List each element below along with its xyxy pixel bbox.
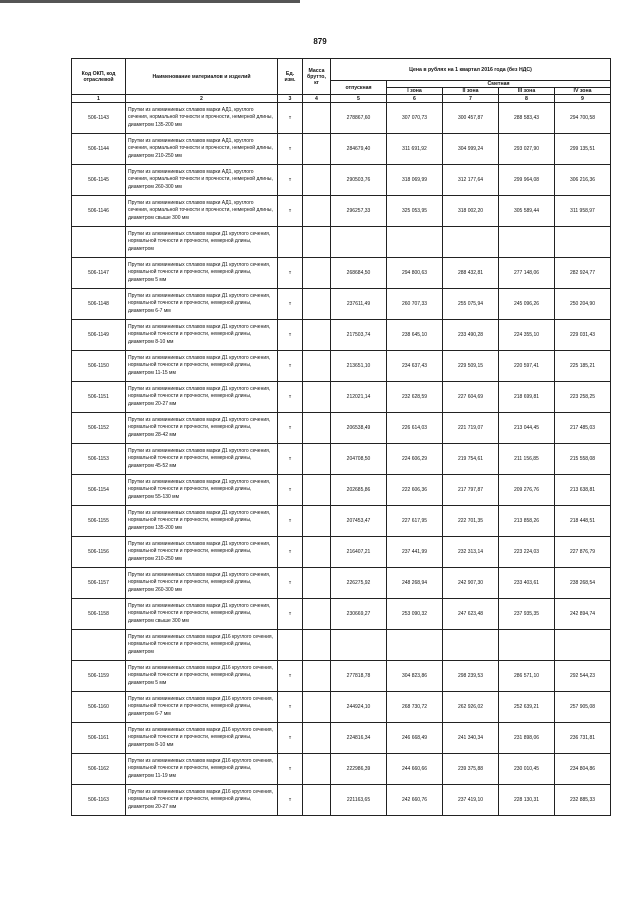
row-zone-1-price: 224 606,29 [387, 444, 443, 475]
row-zone-3-price: 220 597,41 [499, 351, 555, 382]
row-code: 506-1154 [72, 475, 126, 506]
row-unit: т [278, 537, 303, 568]
row-unit: т [278, 289, 303, 320]
row-code: 506-1148 [72, 289, 126, 320]
row-release-price: 224816,34 [331, 723, 387, 754]
row-code: 506-1152 [72, 413, 126, 444]
row-name: Прутки из алюминиевых сплавов марки Д16 круглого сечения, нормальной точности и прочности, немерной длины, диаметром 11-19 мм [126, 754, 278, 785]
row-zone-1-price: 234 637,43 [387, 351, 443, 382]
row-zone-2-price: 229 509,15 [443, 351, 499, 382]
row-unit: т [278, 382, 303, 413]
row-zone-3-price: 213 044,45 [499, 413, 555, 444]
row-unit: т [278, 351, 303, 382]
row-mass [303, 103, 331, 134]
row-zone-3-price: 228 130,31 [499, 785, 555, 816]
row-mass [303, 227, 331, 258]
table-row [72, 444, 611, 475]
table-row [72, 382, 611, 413]
row-release-price: 268684,50 [331, 258, 387, 289]
row-zone-2-price: 262 926,02 [443, 692, 499, 723]
row-unit [278, 227, 303, 258]
row-release-price: 206538,49 [331, 413, 387, 444]
row-zone-2-price: 221 719,07 [443, 413, 499, 444]
row-unit: т [278, 475, 303, 506]
row-zone-1-price: 311 691,92 [387, 134, 443, 165]
row-mass [303, 785, 331, 816]
row-zone-3-price: 252 639,21 [499, 692, 555, 723]
row-code: 506-1149 [72, 320, 126, 351]
row-zone-2-price: 247 623,48 [443, 599, 499, 630]
row-zone-3-price: 288 583,43 [499, 103, 555, 134]
row-zone-2-price: 241 340,34 [443, 723, 499, 754]
row-name: Прутки из алюминиевых сплавов марки АД1, круглого сечения, нормальной точности и прочности, немерной длины, диаметром 135-200 мм [126, 103, 278, 134]
col-number: 2 [126, 95, 278, 103]
row-zone-2-price: 232 313,14 [443, 537, 499, 568]
row-name: Прутки из алюминиевых сплавов марки Д1 круглого сечения, нормальной точности и прочности, немерной длины, диаметром 5 мм [126, 258, 278, 289]
price-table [71, 58, 611, 816]
row-code: 506-1147 [72, 258, 126, 289]
row-zone-1-price: 268 730,72 [387, 692, 443, 723]
row-zone-4-price [555, 227, 611, 258]
table-row [72, 289, 611, 320]
row-zone-2-price: 233 490,28 [443, 320, 499, 351]
row-zone-4-price: 234 804,86 [555, 754, 611, 785]
row-name: Прутки из алюминиевых сплавов марки Д16 круглого сечения, нормальной точности и прочности, немерной длины, диаметром 6-7 мм [126, 692, 278, 723]
row-zone-4-price: 292 544,23 [555, 661, 611, 692]
page-number: 879 [313, 37, 327, 46]
row-name: Прутки из алюминиевых сплавов марки Д1 круглого сечения, нормальной точности и прочности, немерной длины, диаметром 260-300 мм [126, 568, 278, 599]
row-zone-1-price: 226 614,03 [387, 413, 443, 444]
row-name: Прутки из алюминиевых сплавов марки Д1 круглого сечения, нормальной точности и прочности, немерной длины, диаметром [126, 227, 278, 258]
row-zone-3-price: 305 589,44 [499, 196, 555, 227]
header-zone-2: II зона [443, 88, 499, 95]
row-code: 506-1156 [72, 537, 126, 568]
row-release-price: 290503,76 [331, 165, 387, 196]
row-name: Прутки из алюминиевых сплавов марки АД1, круглого сечения, нормальной точности и прочности, немерной длины, диаметром 260-300 мм [126, 165, 278, 196]
row-mass [303, 258, 331, 289]
row-mass [303, 444, 331, 475]
row-mass [303, 506, 331, 537]
row-name: Прутки из алюминиевых сплавов марки Д16 круглого сечения, нормальной точности и прочности, немерной длины, диаметром [126, 630, 278, 661]
row-unit: т [278, 103, 303, 134]
row-zone-4-price: 242 894,74 [555, 599, 611, 630]
row-unit: т [278, 320, 303, 351]
row-zone-2-price: 217 797,87 [443, 475, 499, 506]
row-release-price: 212021,14 [331, 382, 387, 413]
row-zone-3-price: 231 898,06 [499, 723, 555, 754]
row-zone-3-price: 299 964,08 [499, 165, 555, 196]
header-release: отпускная [331, 81, 387, 95]
row-unit: т [278, 413, 303, 444]
row-zone-1-price: 304 823,86 [387, 661, 443, 692]
header-price-title: Цена в рублях на 1 квартал 2016 года (без НДС) [331, 59, 611, 81]
row-name: Прутки из алюминиевых сплавов марки Д1 круглого сечения, нормальной точности и прочности, немерной длины, диаметром 8-10 мм [126, 320, 278, 351]
row-name: Прутки из алюминиевых сплавов марки Д1 круглого сечения, нормальной точности и прочности, немерной длины, диаметром 45-52 мм [126, 444, 278, 475]
row-code: 506-1143 [72, 103, 126, 134]
row-zone-4-price: 294 700,58 [555, 103, 611, 134]
row-zone-3-price: 213 858,26 [499, 506, 555, 537]
row-mass [303, 413, 331, 444]
row-zone-2-price: 219 754,61 [443, 444, 499, 475]
table-row [72, 134, 611, 165]
col-number: 4 [303, 95, 331, 103]
col-number: 8 [499, 95, 555, 103]
row-zone-4-price: 223 258,25 [555, 382, 611, 413]
row-release-price: 217503,74 [331, 320, 387, 351]
header-name: Наименование материалов и изделий [126, 59, 278, 95]
table-row [72, 754, 611, 785]
row-release-price: 244924,10 [331, 692, 387, 723]
row-code: 506-1157 [72, 568, 126, 599]
row-unit [278, 630, 303, 661]
row-code: 506-1162 [72, 754, 126, 785]
row-mass [303, 568, 331, 599]
row-zone-3-price: 286 571,10 [499, 661, 555, 692]
row-zone-4-price: 232 885,33 [555, 785, 611, 816]
row-mass [303, 165, 331, 196]
table-row [72, 258, 611, 289]
row-zone-2-price: 298 239,53 [443, 661, 499, 692]
row-zone-1-price: 253 090,32 [387, 599, 443, 630]
table-row [72, 320, 611, 351]
table-row [72, 723, 611, 754]
row-zone-3-price: 209 276,76 [499, 475, 555, 506]
row-zone-2-price [443, 630, 499, 661]
row-zone-3-price: 277 148,06 [499, 258, 555, 289]
row-code: 506-1158 [72, 599, 126, 630]
row-zone-2-price: 242 907,30 [443, 568, 499, 599]
row-unit: т [278, 258, 303, 289]
row-zone-3-price: 223 224,03 [499, 537, 555, 568]
row-code: 506-1153 [72, 444, 126, 475]
row-release-price: 213651,10 [331, 351, 387, 382]
row-unit: т [278, 661, 303, 692]
header-code: Код ОКП, код отраслевой [72, 59, 126, 95]
row-zone-4-price [555, 630, 611, 661]
row-release-price: 296257,33 [331, 196, 387, 227]
row-release-price: 237611,49 [331, 289, 387, 320]
table-row [72, 475, 611, 506]
row-code: 506-1161 [72, 723, 126, 754]
row-name: Прутки из алюминиевых сплавов марки Д1 круглого сечения, нормальной точности и прочности, немерной длины, диаметром 20-27 мм [126, 382, 278, 413]
table-row [72, 351, 611, 382]
row-unit: т [278, 165, 303, 196]
row-unit: т [278, 444, 303, 475]
row-zone-2-price: 318 002,20 [443, 196, 499, 227]
row-unit: т [278, 754, 303, 785]
col-number: 6 [387, 95, 443, 103]
row-unit: т [278, 134, 303, 165]
row-mass [303, 475, 331, 506]
header-zone-4: IV зона [555, 88, 611, 95]
row-zone-3-price: 224 355,10 [499, 320, 555, 351]
row-code: 506-1144 [72, 134, 126, 165]
row-zone-1-price: 294 800,63 [387, 258, 443, 289]
row-zone-4-price: 225 185,21 [555, 351, 611, 382]
row-unit: т [278, 785, 303, 816]
row-zone-1-price: 318 069,99 [387, 165, 443, 196]
row-zone-4-price: 213 638,81 [555, 475, 611, 506]
row-zone-2-price: 237 419,10 [443, 785, 499, 816]
row-code: 506-1163 [72, 785, 126, 816]
row-code: 506-1160 [72, 692, 126, 723]
row-zone-1-price: 325 053,95 [387, 196, 443, 227]
row-unit: т [278, 723, 303, 754]
table-row [72, 413, 611, 444]
row-zone-1-price: 246 668,49 [387, 723, 443, 754]
top-rule [0, 0, 300, 3]
row-release-price: 216407,21 [331, 537, 387, 568]
row-zone-3-price: 237 935,35 [499, 599, 555, 630]
row-release-price: 277818,78 [331, 661, 387, 692]
row-zone-1-price: 222 606,36 [387, 475, 443, 506]
row-zone-2-price [443, 227, 499, 258]
row-mass [303, 289, 331, 320]
row-zone-2-price: 312 177,64 [443, 165, 499, 196]
row-zone-4-price: 229 031,43 [555, 320, 611, 351]
row-zone-2-price: 300 457,87 [443, 103, 499, 134]
row-name: Прутки из алюминиевых сплавов марки Д16 круглого сечения, нормальной точности и прочности, немерной длины, диаметром 20-27 мм [126, 785, 278, 816]
row-zone-1-price: 232 628,59 [387, 382, 443, 413]
col-number: 7 [443, 95, 499, 103]
row-release-price: 226275,92 [331, 568, 387, 599]
row-zone-1-price: 237 441,99 [387, 537, 443, 568]
header-unit: Ед. изм. [278, 59, 303, 95]
row-release-price: 207453,47 [331, 506, 387, 537]
row-release-price: 284679,40 [331, 134, 387, 165]
row-zone-2-price: 255 075,94 [443, 289, 499, 320]
row-release-price [331, 630, 387, 661]
header-zone-3: III зона [499, 88, 555, 95]
row-zone-4-price: 250 204,90 [555, 289, 611, 320]
row-zone-2-price: 288 432,81 [443, 258, 499, 289]
table-row [72, 568, 611, 599]
row-zone-3-price: 211 156,85 [499, 444, 555, 475]
table-row [72, 506, 611, 537]
row-mass [303, 134, 331, 165]
row-zone-2-price: 227 604,69 [443, 382, 499, 413]
table-row [72, 165, 611, 196]
row-name: Прутки из алюминиевых сплавов марки АД1, круглого сечения, нормальной точности и прочности, немерной длины, диаметром 210-250 мм [126, 134, 278, 165]
table-row [72, 692, 611, 723]
row-code: 506-1151 [72, 382, 126, 413]
row-code: 506-1159 [72, 661, 126, 692]
row-zone-1-price: 238 645,10 [387, 320, 443, 351]
row-zone-1-price: 248 268,94 [387, 568, 443, 599]
row-unit: т [278, 692, 303, 723]
row-name: Прутки из алюминиевых сплавов марки АД1, круглого сечения, нормальной точности и прочности, немерной длины, диаметром свыше 300 мм [126, 196, 278, 227]
row-mass [303, 320, 331, 351]
row-zone-1-price: 244 660,66 [387, 754, 443, 785]
row-mass [303, 661, 331, 692]
row-zone-3-price: 245 096,26 [499, 289, 555, 320]
row-mass [303, 382, 331, 413]
row-zone-1-price [387, 630, 443, 661]
row-name: Прутки из алюминиевых сплавов марки Д1 круглого сечения, нормальной точности и прочности, немерной длины, диаметром 6-7 мм [126, 289, 278, 320]
table-row [72, 630, 611, 661]
row-name: Прутки из алюминиевых сплавов марки Д1 круглого сечения, нормальной точности и прочности, немерной длины, диаметром свыше 300 мм [126, 599, 278, 630]
row-zone-3-price [499, 630, 555, 661]
row-release-price [331, 227, 387, 258]
row-code: 506-1150 [72, 351, 126, 382]
row-mass [303, 692, 331, 723]
row-zone-2-price: 222 701,35 [443, 506, 499, 537]
col-number: 9 [555, 95, 611, 103]
row-mass [303, 599, 331, 630]
table-row [72, 196, 611, 227]
row-name: Прутки из алюминиевых сплавов марки Д1 круглого сечения, нормальной точности и прочности, немерной длины, диаметром 135-200 мм [126, 506, 278, 537]
row-zone-4-price: 227 876,79 [555, 537, 611, 568]
row-unit: т [278, 196, 303, 227]
row-unit: т [278, 506, 303, 537]
row-name: Прутки из алюминиевых сплавов марки Д16 круглого сечения, нормальной точности и прочности, немерной длины, диаметром 8-10 мм [126, 723, 278, 754]
row-release-price: 202685,86 [331, 475, 387, 506]
row-zone-1-price: 260 707,33 [387, 289, 443, 320]
table-body [72, 103, 611, 816]
row-zone-3-price: 218 699,81 [499, 382, 555, 413]
row-name: Прутки из алюминиевых сплавов марки Д1 круглого сечения, нормальной точности и прочности, немерной длины, диаметром 210-250 мм [126, 537, 278, 568]
row-zone-4-price: 299 135,51 [555, 134, 611, 165]
col-number: 3 [278, 95, 303, 103]
row-name: Прутки из алюминиевых сплавов марки Д16 круглого сечения, нормальной точности и прочности, немерной длины, диаметром 5 мм [126, 661, 278, 692]
row-code: 506-1146 [72, 196, 126, 227]
row-zone-4-price: 282 924,77 [555, 258, 611, 289]
row-zone-4-price: 217 485,03 [555, 413, 611, 444]
row-zone-4-price: 306 216,36 [555, 165, 611, 196]
row-name: Прутки из алюминиевых сплавов марки Д1 круглого сечения, нормальной точности и прочности, немерной длины, диаметром 11-15 мм [126, 351, 278, 382]
row-release-price: 204708,50 [331, 444, 387, 475]
row-zone-3-price [499, 227, 555, 258]
table-row [72, 599, 611, 630]
row-release-price: 221163,65 [331, 785, 387, 816]
row-code [72, 227, 126, 258]
table-row [72, 785, 611, 816]
row-zone-4-price: 218 448,51 [555, 506, 611, 537]
row-zone-2-price: 304 999,24 [443, 134, 499, 165]
row-release-price: 222986,39 [331, 754, 387, 785]
row-zone-2-price: 239 375,88 [443, 754, 499, 785]
row-name: Прутки из алюминиевых сплавов марки Д1 круглого сечения, нормальной точности и прочности, немерной длины, диаметром 55-130 мм [126, 475, 278, 506]
row-code: 506-1155 [72, 506, 126, 537]
col-number: 5 [331, 95, 387, 103]
row-zone-3-price: 293 027,90 [499, 134, 555, 165]
header-zone-1: I зона [387, 88, 443, 95]
row-zone-4-price: 257 905,08 [555, 692, 611, 723]
table-row [72, 661, 611, 692]
row-zone-1-price: 242 660,76 [387, 785, 443, 816]
row-zone-4-price: 215 558,08 [555, 444, 611, 475]
row-mass [303, 723, 331, 754]
table-row [72, 227, 611, 258]
row-mass [303, 351, 331, 382]
row-zone-4-price: 238 268,54 [555, 568, 611, 599]
table-row [72, 103, 611, 134]
row-zone-1-price [387, 227, 443, 258]
row-unit: т [278, 568, 303, 599]
row-mass [303, 754, 331, 785]
row-mass [303, 630, 331, 661]
row-zone-3-price: 230 010,45 [499, 754, 555, 785]
row-zone-4-price: 236 731,81 [555, 723, 611, 754]
col-number: 1 [72, 95, 126, 103]
row-name: Прутки из алюминиевых сплавов марки Д1 круглого сечения, нормальной точности и прочности, немерной длины, диаметром 28-42 мм [126, 413, 278, 444]
row-zone-1-price: 307 070,73 [387, 103, 443, 134]
row-code: 506-1145 [72, 165, 126, 196]
header-mass: Масса брутто, кг [303, 59, 331, 95]
row-mass [303, 196, 331, 227]
row-zone-4-price: 311 958,97 [555, 196, 611, 227]
row-zone-3-price: 233 403,61 [499, 568, 555, 599]
row-unit: т [278, 599, 303, 630]
header-estimate: Сметная [387, 81, 611, 88]
table-row [72, 537, 611, 568]
row-release-price: 230669,27 [331, 599, 387, 630]
row-release-price: 278867,60 [331, 103, 387, 134]
row-mass [303, 537, 331, 568]
row-zone-1-price: 227 617,95 [387, 506, 443, 537]
row-code [72, 630, 126, 661]
